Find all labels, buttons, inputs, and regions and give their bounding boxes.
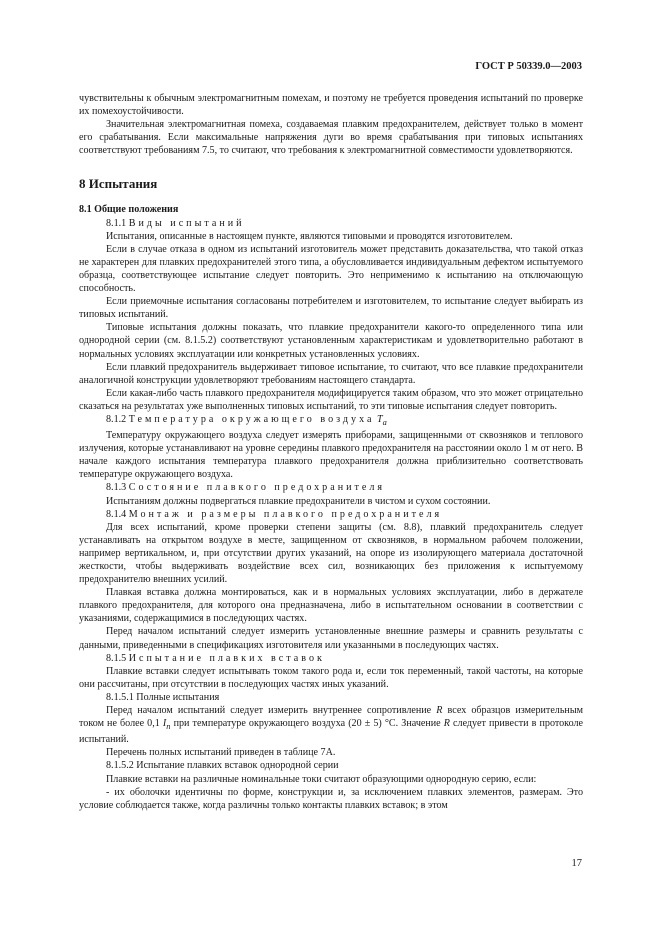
paragraph: Перечень полных испытаний приведен в таблице 7А. bbox=[106, 747, 336, 759]
clause-number: 8.1.1 bbox=[106, 217, 127, 229]
clause-title: Виды испытаний bbox=[128, 217, 245, 229]
clause-number: 8.1.2 bbox=[106, 413, 127, 425]
paragraph: чувствительны к обычным электромагнитным помехам, и поэтому не требуется проведения испытаний по проверке их помехоустойчивости. bbox=[79, 93, 583, 118]
standard-designation: ГОСТ Р 50339.0—2003 bbox=[475, 61, 582, 72]
clause-heading bbox=[79, 508, 583, 521]
clause-heading bbox=[79, 413, 583, 429]
text-span: Перед началом испытаний следует измерить внутреннее сопротивление bbox=[106, 705, 432, 717]
current-symbol: I bbox=[162, 718, 167, 730]
page-body bbox=[79, 92, 583, 812]
resistance-symbol: R bbox=[443, 718, 450, 730]
text-span: всех образцов измерительным током не более 0,1 bbox=[79, 705, 584, 730]
paragraph: Если в случае отказа в одном из испытаний изготовитель может представить доказательства, что такой отказ не характерен для плавких предохранителей этого типа, а обусловливается индивидуальным дефектом испытуемого образца, соответствующее испытание следует повторить. Это неприменимо к испытанию на отключающую способность. bbox=[79, 243, 583, 295]
text-span: при температуре окружающего воздуха (20 ± 5) °С. Значение bbox=[173, 718, 441, 730]
temperature-symbol: T bbox=[377, 413, 383, 425]
clause-heading bbox=[79, 481, 583, 494]
paragraph: Испытаниям должны подвергаться плавкие предохранители в чистом и сухом состоянии. bbox=[106, 495, 491, 507]
paragraph: Для всех испытаний, кроме проверки степени защиты (см. 8.8), плавкий предохранитель следует устанавливать на открытом воздухе в месте, защищенном от сквозняков, в нормальном рабочем положении, например вертикальном, и, при отсутствии других указаний, на опоре из изолирующего материала достаточной жесткости, чтобы выдерживать воздействие всех сил, возникающих без приложения к испытуемому предохранителю внешних усилий. bbox=[79, 521, 583, 586]
paragraph: Температуру окружающего воздуха следует измерять приборами, защищенными от сквозняков и теплового излучения, которые устанавливают на уровне середины плавкого предохранителя на расстоянии около 1 м от него. В начале каждого испытания температура плавкого предохранителя должна приблизительно соответствовать температуре окружающего воздуха. bbox=[79, 430, 583, 481]
clause-number: 8.1.4 bbox=[106, 508, 127, 520]
current-subscript: n bbox=[166, 722, 171, 732]
paragraph: Плавкая вставка должна монтироваться, как и в нормальных условиях эксплуатации, либо в держателе плавкого предохранителя, для которого она предназначена, либо в испытательном основании в соответствии с указаниями, содержащимися в последующих частях. bbox=[79, 587, 583, 625]
paragraph: - их оболочки идентичны по форме, конструкции и, за исключением плавких элементов, размерам. Это условие соблюдается также, когда различны только контакты плавких вставок; в этом bbox=[79, 786, 583, 811]
paragraph bbox=[79, 704, 583, 746]
temperature-subscript: a bbox=[382, 417, 387, 427]
clause-number: 8.1.3 bbox=[106, 482, 127, 494]
subsection-heading: 8.1 Общие положения bbox=[79, 204, 179, 216]
clause-heading bbox=[79, 652, 583, 665]
clause-title: Состояние плавкого предохранителя bbox=[128, 482, 386, 494]
clause-heading: 8.1.5.1 Полные испытания bbox=[106, 691, 220, 703]
clause-heading bbox=[79, 217, 583, 230]
clause-title: Монтаж и размеры плавкого предохранителя bbox=[128, 508, 443, 520]
paragraph: Типовые испытания должны показать, что плавкие предохранители какого-то определенного типа или однородной серии (см. 8.1.5.2) соответствуют установленным характеристикам и удовлетворительно работают в нормальных условиях эксплуатации или конкретных установленных условиях. bbox=[79, 322, 583, 360]
paragraph: Если приемочные испытания согласованы потребителем и изготовителем, то испытание следует выбирать из типовых испытаний. bbox=[79, 296, 583, 321]
clause-number: 8.1.5 bbox=[106, 652, 127, 664]
paragraph: Перед началом испытаний следует измерить установленные внешние размеры и сравнить результаты с данными, приведенными в спецификациях изготовителя или указанными в последующих частях. bbox=[79, 626, 583, 651]
resistance-symbol: R bbox=[436, 705, 443, 717]
paragraph: Значительная электромагнитная помеха, создаваемая плавким предохранителем, действует только в момент его срабатывания. Если максимальные напряжения дуги во время срабатывания при типовых испытаниях соответствуют требованиям 7.5, то считают, что требования к электромагнитной совместимости удовлетворяются. bbox=[79, 119, 583, 157]
clause-title: Испытание плавких вставок bbox=[128, 652, 325, 664]
paragraph: Если какая-либо часть плавкого предохранителя модифицируется таким образом, что это может отрицательно сказаться на результатах уже выполненных типовых испытаний, то эти типовые испытания следует повторить. bbox=[79, 387, 583, 412]
clause-title: Температура окружающего воздуха bbox=[128, 413, 375, 425]
paragraph: Если плавкий предохранитель выдерживает типовое испытание, то считают, что все плавкие предохранители аналогичной конструкции удовлетворяют требованиям настоящего стандарта. bbox=[79, 361, 583, 386]
section-heading: 8 Испытания bbox=[79, 176, 158, 192]
text-span: следует привести в протоколе испытаний. bbox=[79, 718, 583, 746]
paragraph: Плавкие вставки следует испытывать током такого рода и, если ток переменный, такой частоты, на которые они рассчитаны, при отсутствии в последующих частях иных указаний. bbox=[79, 665, 583, 690]
clause-heading: 8.1.5.2 Испытание плавких вставок однородной серии bbox=[106, 760, 339, 772]
page-number: 17 bbox=[571, 858, 582, 869]
paragraph: Испытания, описанные в настоящем пункте, являются типовыми и проводятся изготовителем. bbox=[106, 230, 513, 242]
paragraph: Плавкие вставки на различные номинальные токи считают образующими однородную серию, если: bbox=[106, 773, 537, 785]
